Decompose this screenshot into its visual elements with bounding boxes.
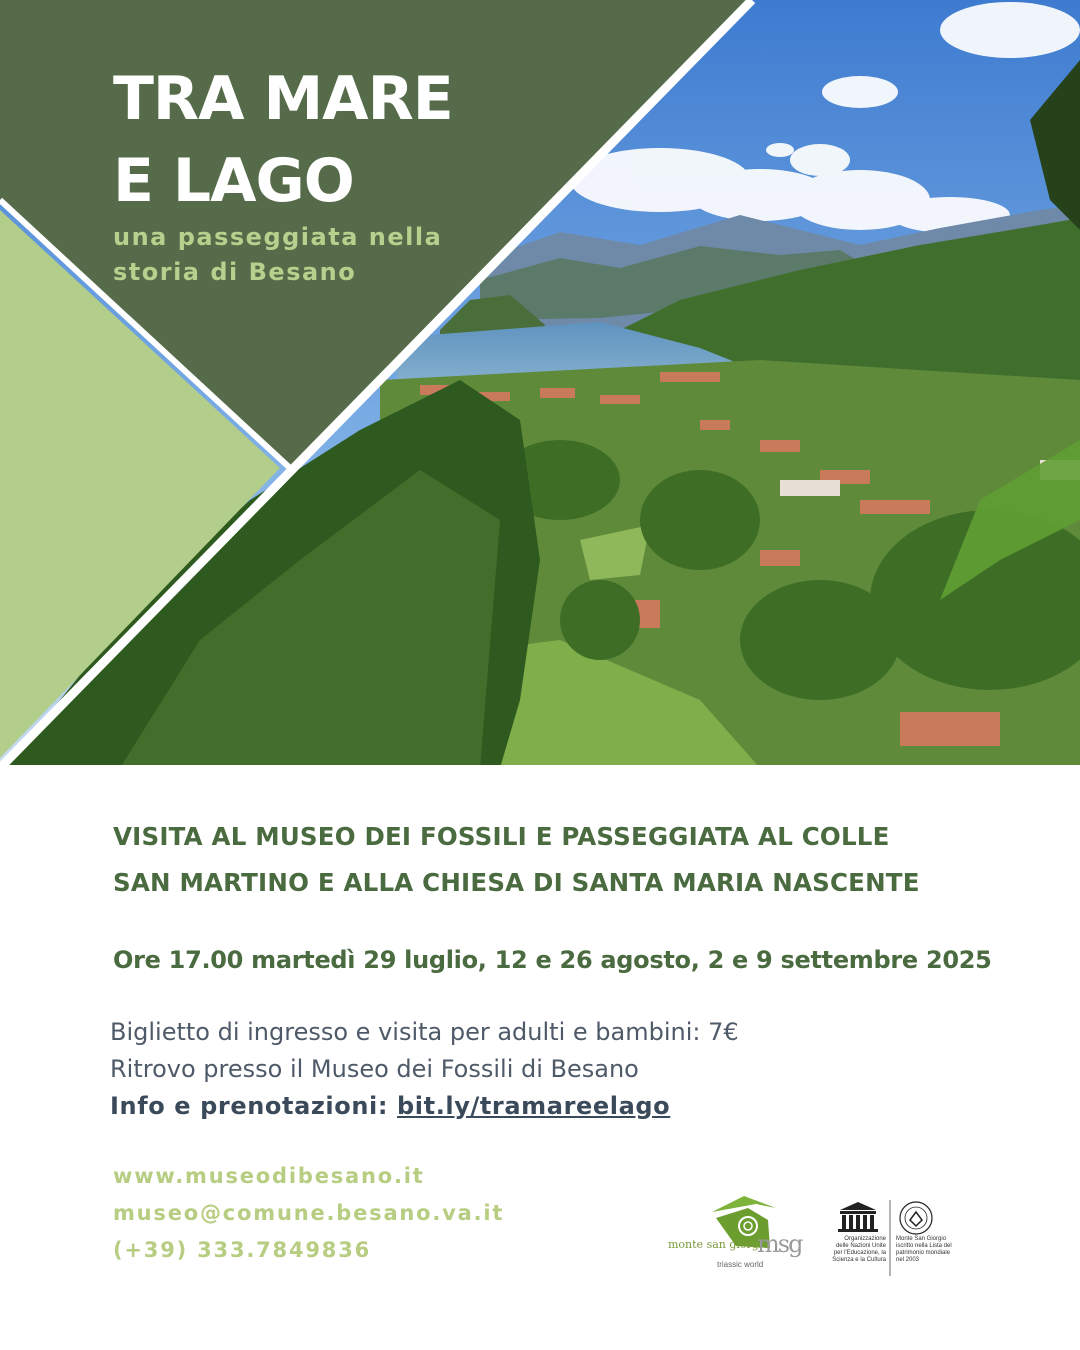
ticket-info: Biglietto di ingresso e visita per adulti e bambini: 7€ xyxy=(110,1018,739,1046)
event-subtitle xyxy=(113,220,442,290)
unesco-site-text: Monte San Giorgio iscritto nella Lista del patrimonio mondiale nel 2003 xyxy=(896,1236,952,1263)
event-headline xyxy=(113,814,1013,906)
event-title xyxy=(113,58,453,222)
unesco-org-text: Organizzazione delle Nazioni Unite per l'Educazione, la Scienza e la Cultura xyxy=(832,1236,886,1263)
contact-block xyxy=(113,1158,504,1269)
subtitle-line-2: storia di Besano xyxy=(113,258,357,286)
booking-label: Info e prenotazioni: xyxy=(110,1092,389,1120)
msg-mark: msg xyxy=(757,1230,802,1258)
headline-line-1: VISITA AL MUSEO DEI FOSSILI E PASSEGGIATA AL COLLE xyxy=(113,822,890,851)
booking-link[interactable]: bit.ly/tramareelago xyxy=(397,1092,671,1120)
email-link[interactable]: museo@comune.besano.va.it xyxy=(113,1201,505,1225)
title-line-1: TRA MARE xyxy=(113,64,453,134)
subtitle-line-1: una passeggiata nella xyxy=(113,223,443,251)
website-link[interactable]: www.museodibesano.it xyxy=(113,1164,425,1188)
meeting-point: Ritrovo presso il Museo dei Fossili di Besano xyxy=(110,1055,639,1083)
event-dates: Ore 17.00 martedì 29 luglio, 12 e 26 agosto, 2 e 9 settembre 2025 xyxy=(113,946,992,974)
event-info xyxy=(110,1014,739,1125)
msg-subtitle: triassic world xyxy=(717,1260,764,1269)
booking-info xyxy=(110,1088,739,1125)
phone-number[interactable]: (+39) 333.7849836 xyxy=(113,1238,372,1262)
title-line-2: E LAGO xyxy=(113,146,354,216)
headline-line-2: SAN MARTINO E ALLA CHIESA DI SANTA MARIA NASCENTE xyxy=(113,868,920,897)
msg-wordmark: monte san giorgio xyxy=(668,1238,769,1251)
